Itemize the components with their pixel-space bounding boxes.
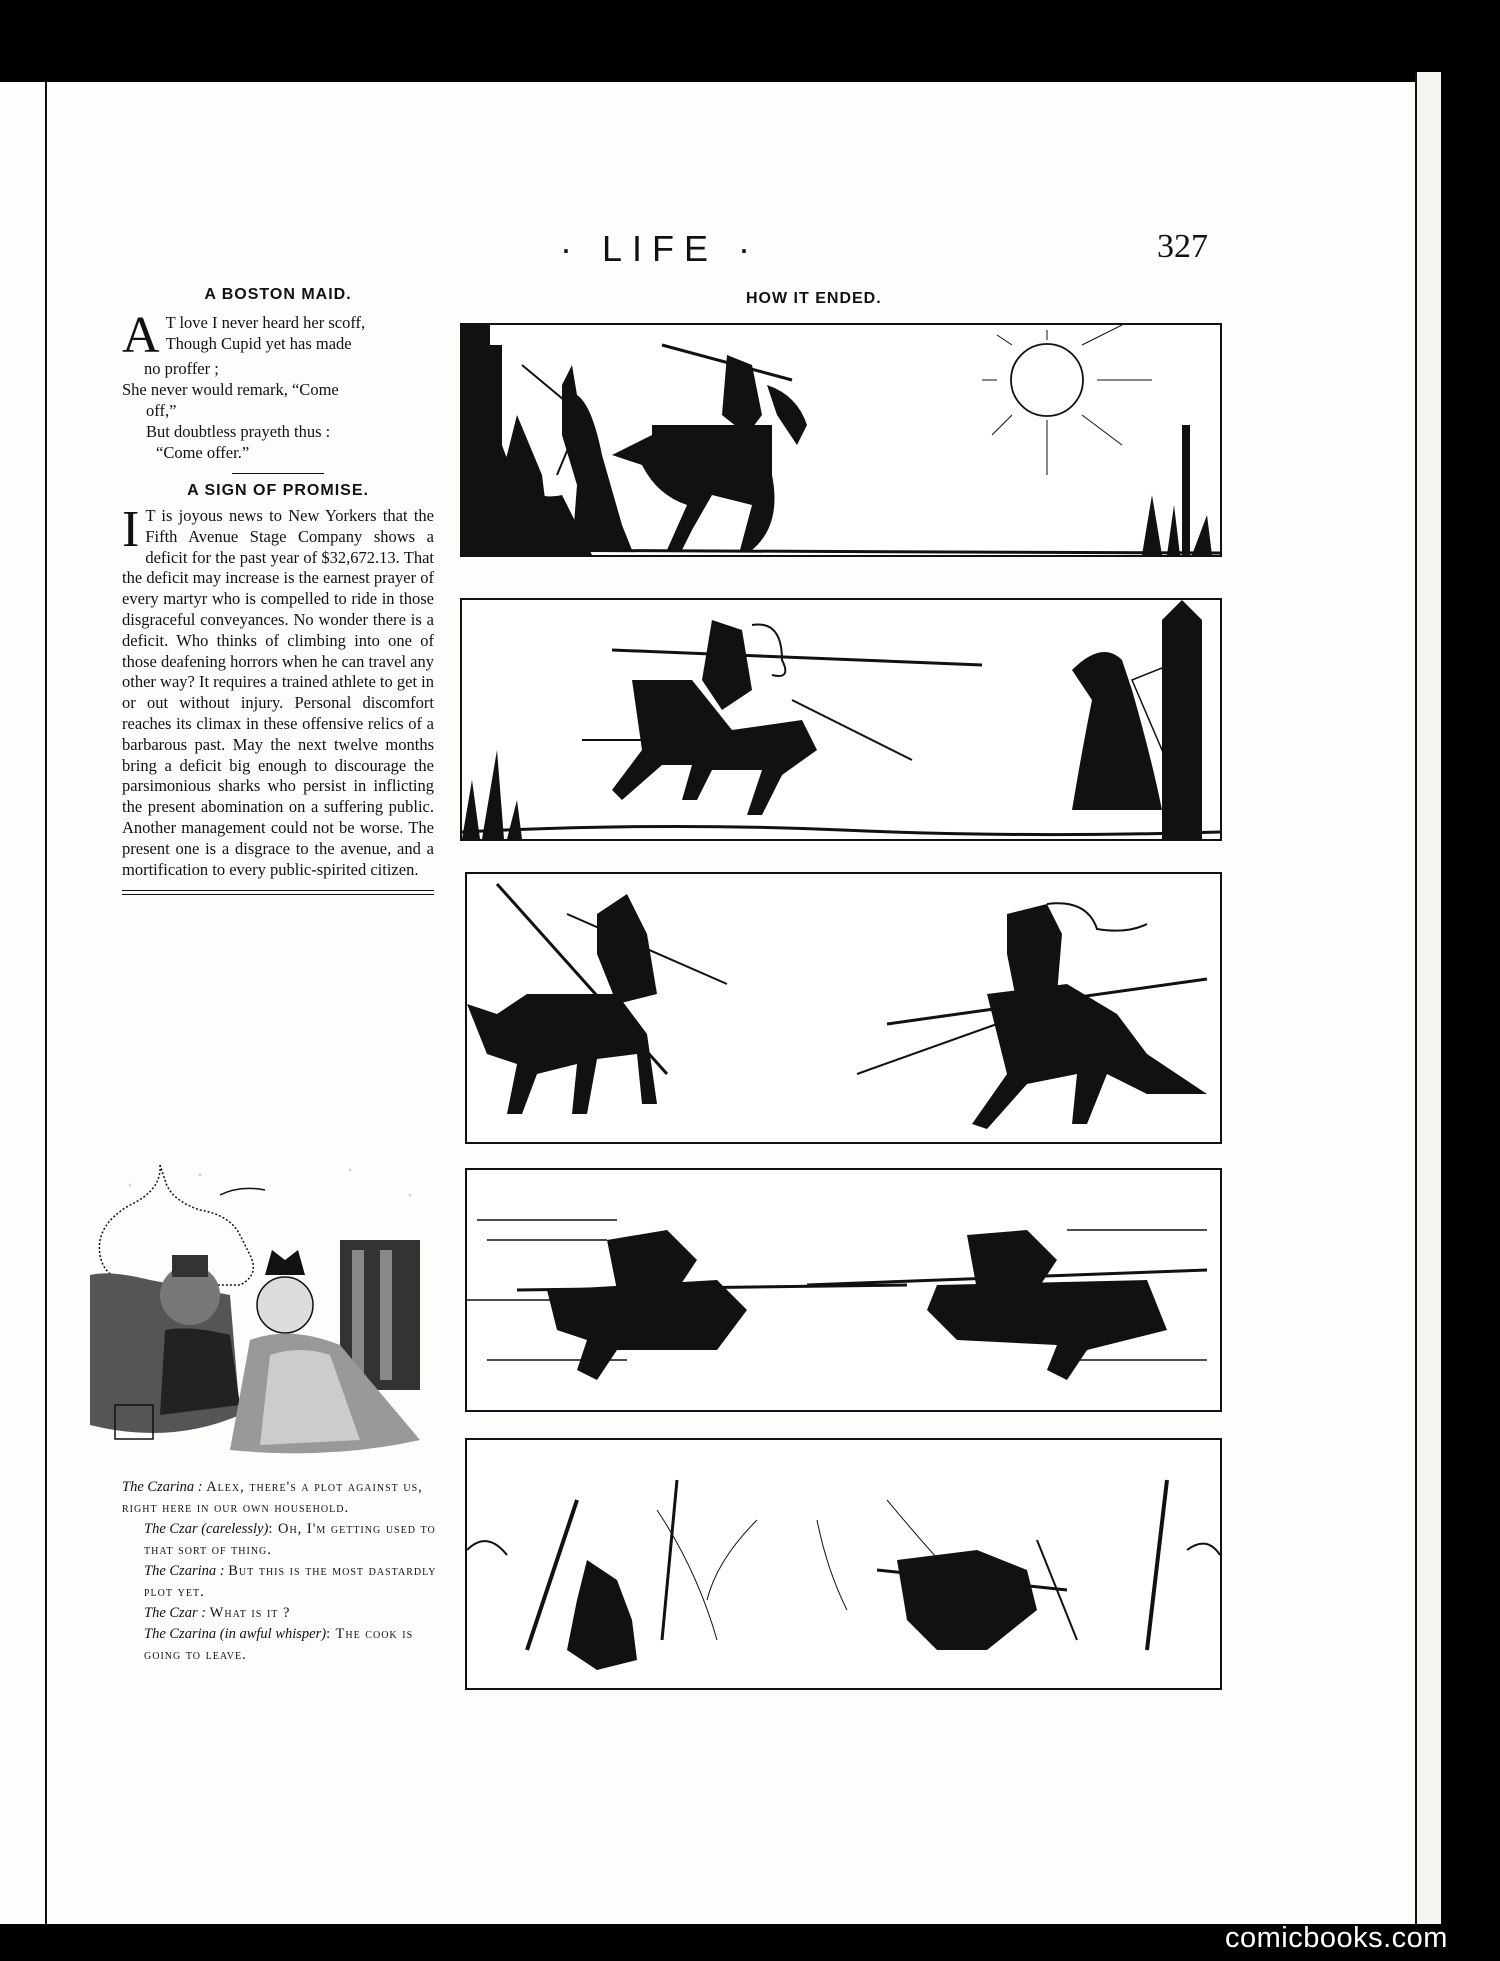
poem-line: “Come offer.” bbox=[156, 443, 250, 462]
article-text: T is joyous news to New Yorkers that the Fifth Avenue Stage Company shows a deficit for the past year of $32,672.13. That the deficit may increase is the earnest prayer of every martyr who is compelled to ride in those disgraceful conveyances. No wonder there is a deficit. Who thinks of climbing into one of those deafening horrors when he can travel any other way? It requires a trained athlete to get in or out without injury. Personal discomfort reaches its climax in these offensive relics of a barbarous past. May the next twelve months bring a deficit big enough to discourage the parsimonious sharks who persist in inflicting the present abomination on a suffering public. Another management could not be worse. The present one is a disgrace to the avenue, and a mortification to every public-spirited citizen. bbox=[122, 506, 435, 879]
comic-panel-2 bbox=[460, 598, 1222, 841]
section-divider bbox=[232, 473, 324, 474]
panel-2-silhouette bbox=[462, 600, 1220, 839]
czar-illustration-drawing bbox=[90, 1155, 438, 1460]
caption-speaker: The Czarina : bbox=[122, 1479, 203, 1495]
page-edge-left bbox=[0, 82, 47, 1924]
comic-panel-5 bbox=[465, 1438, 1222, 1690]
caption-speaker: The Czar : bbox=[144, 1605, 207, 1621]
poem-line: But doubtless prayeth thus : bbox=[146, 422, 331, 441]
czar-czarina-illustration bbox=[90, 1155, 438, 1460]
caption-speaker: The Czar bbox=[144, 1521, 198, 1537]
boston-maid-title: A BOSTON MAID. bbox=[204, 286, 352, 303]
site-watermark: comicbooks.com bbox=[1225, 1922, 1448, 1954]
caption-line: : The cook is going to leave. bbox=[144, 1626, 414, 1663]
caption-line: But this is the most dastardly plot yet. bbox=[144, 1563, 437, 1600]
caption-line: What is it ? bbox=[209, 1605, 291, 1621]
double-rule bbox=[122, 890, 434, 895]
page-edge-right bbox=[1415, 72, 1441, 1924]
caption-line: Alex, there's a plot against us, right here in our own household. bbox=[122, 1479, 423, 1516]
sign-of-promise-body bbox=[122, 501, 435, 880]
comic-panel-1 bbox=[460, 323, 1222, 557]
sign-of-promise-title: A SIGN OF PROMISE. bbox=[187, 482, 369, 499]
caption-aside: (in awful whisper) bbox=[219, 1626, 327, 1642]
caption-line: : Oh, I'm getting used to that sort of thing. bbox=[144, 1521, 436, 1558]
comic-panel-3 bbox=[465, 872, 1222, 1144]
drop-cap: I bbox=[122, 501, 140, 558]
czarina-caption bbox=[122, 1477, 442, 1666]
how-it-ended-title: HOW IT ENDED. bbox=[746, 290, 882, 307]
poem-line: Though Cupid yet has made bbox=[165, 334, 352, 353]
panel-5-silhouette bbox=[467, 1440, 1220, 1688]
caption-speaker: The Czarina : bbox=[144, 1563, 225, 1579]
page-number: 327 bbox=[1157, 228, 1208, 265]
caption-speaker: The Czarina bbox=[144, 1626, 217, 1642]
caption-aside: (carelessly) bbox=[201, 1521, 269, 1537]
panel-1-silhouette bbox=[462, 325, 1220, 555]
poem-line: no proffer ; bbox=[144, 359, 219, 378]
poem-line: She never would remark, “Come bbox=[122, 380, 339, 399]
boston-maid-poem bbox=[122, 307, 434, 463]
left-column bbox=[122, 286, 434, 895]
poem-line: off,” bbox=[146, 401, 177, 420]
panel-4-silhouette bbox=[467, 1170, 1220, 1410]
masthead: · LIFE · bbox=[560, 228, 761, 269]
panel-3-silhouette bbox=[467, 874, 1220, 1142]
poem-line: T love I never heard her scoff, bbox=[165, 313, 366, 332]
drop-cap: A bbox=[122, 307, 160, 364]
comic-panel-4 bbox=[465, 1168, 1222, 1412]
